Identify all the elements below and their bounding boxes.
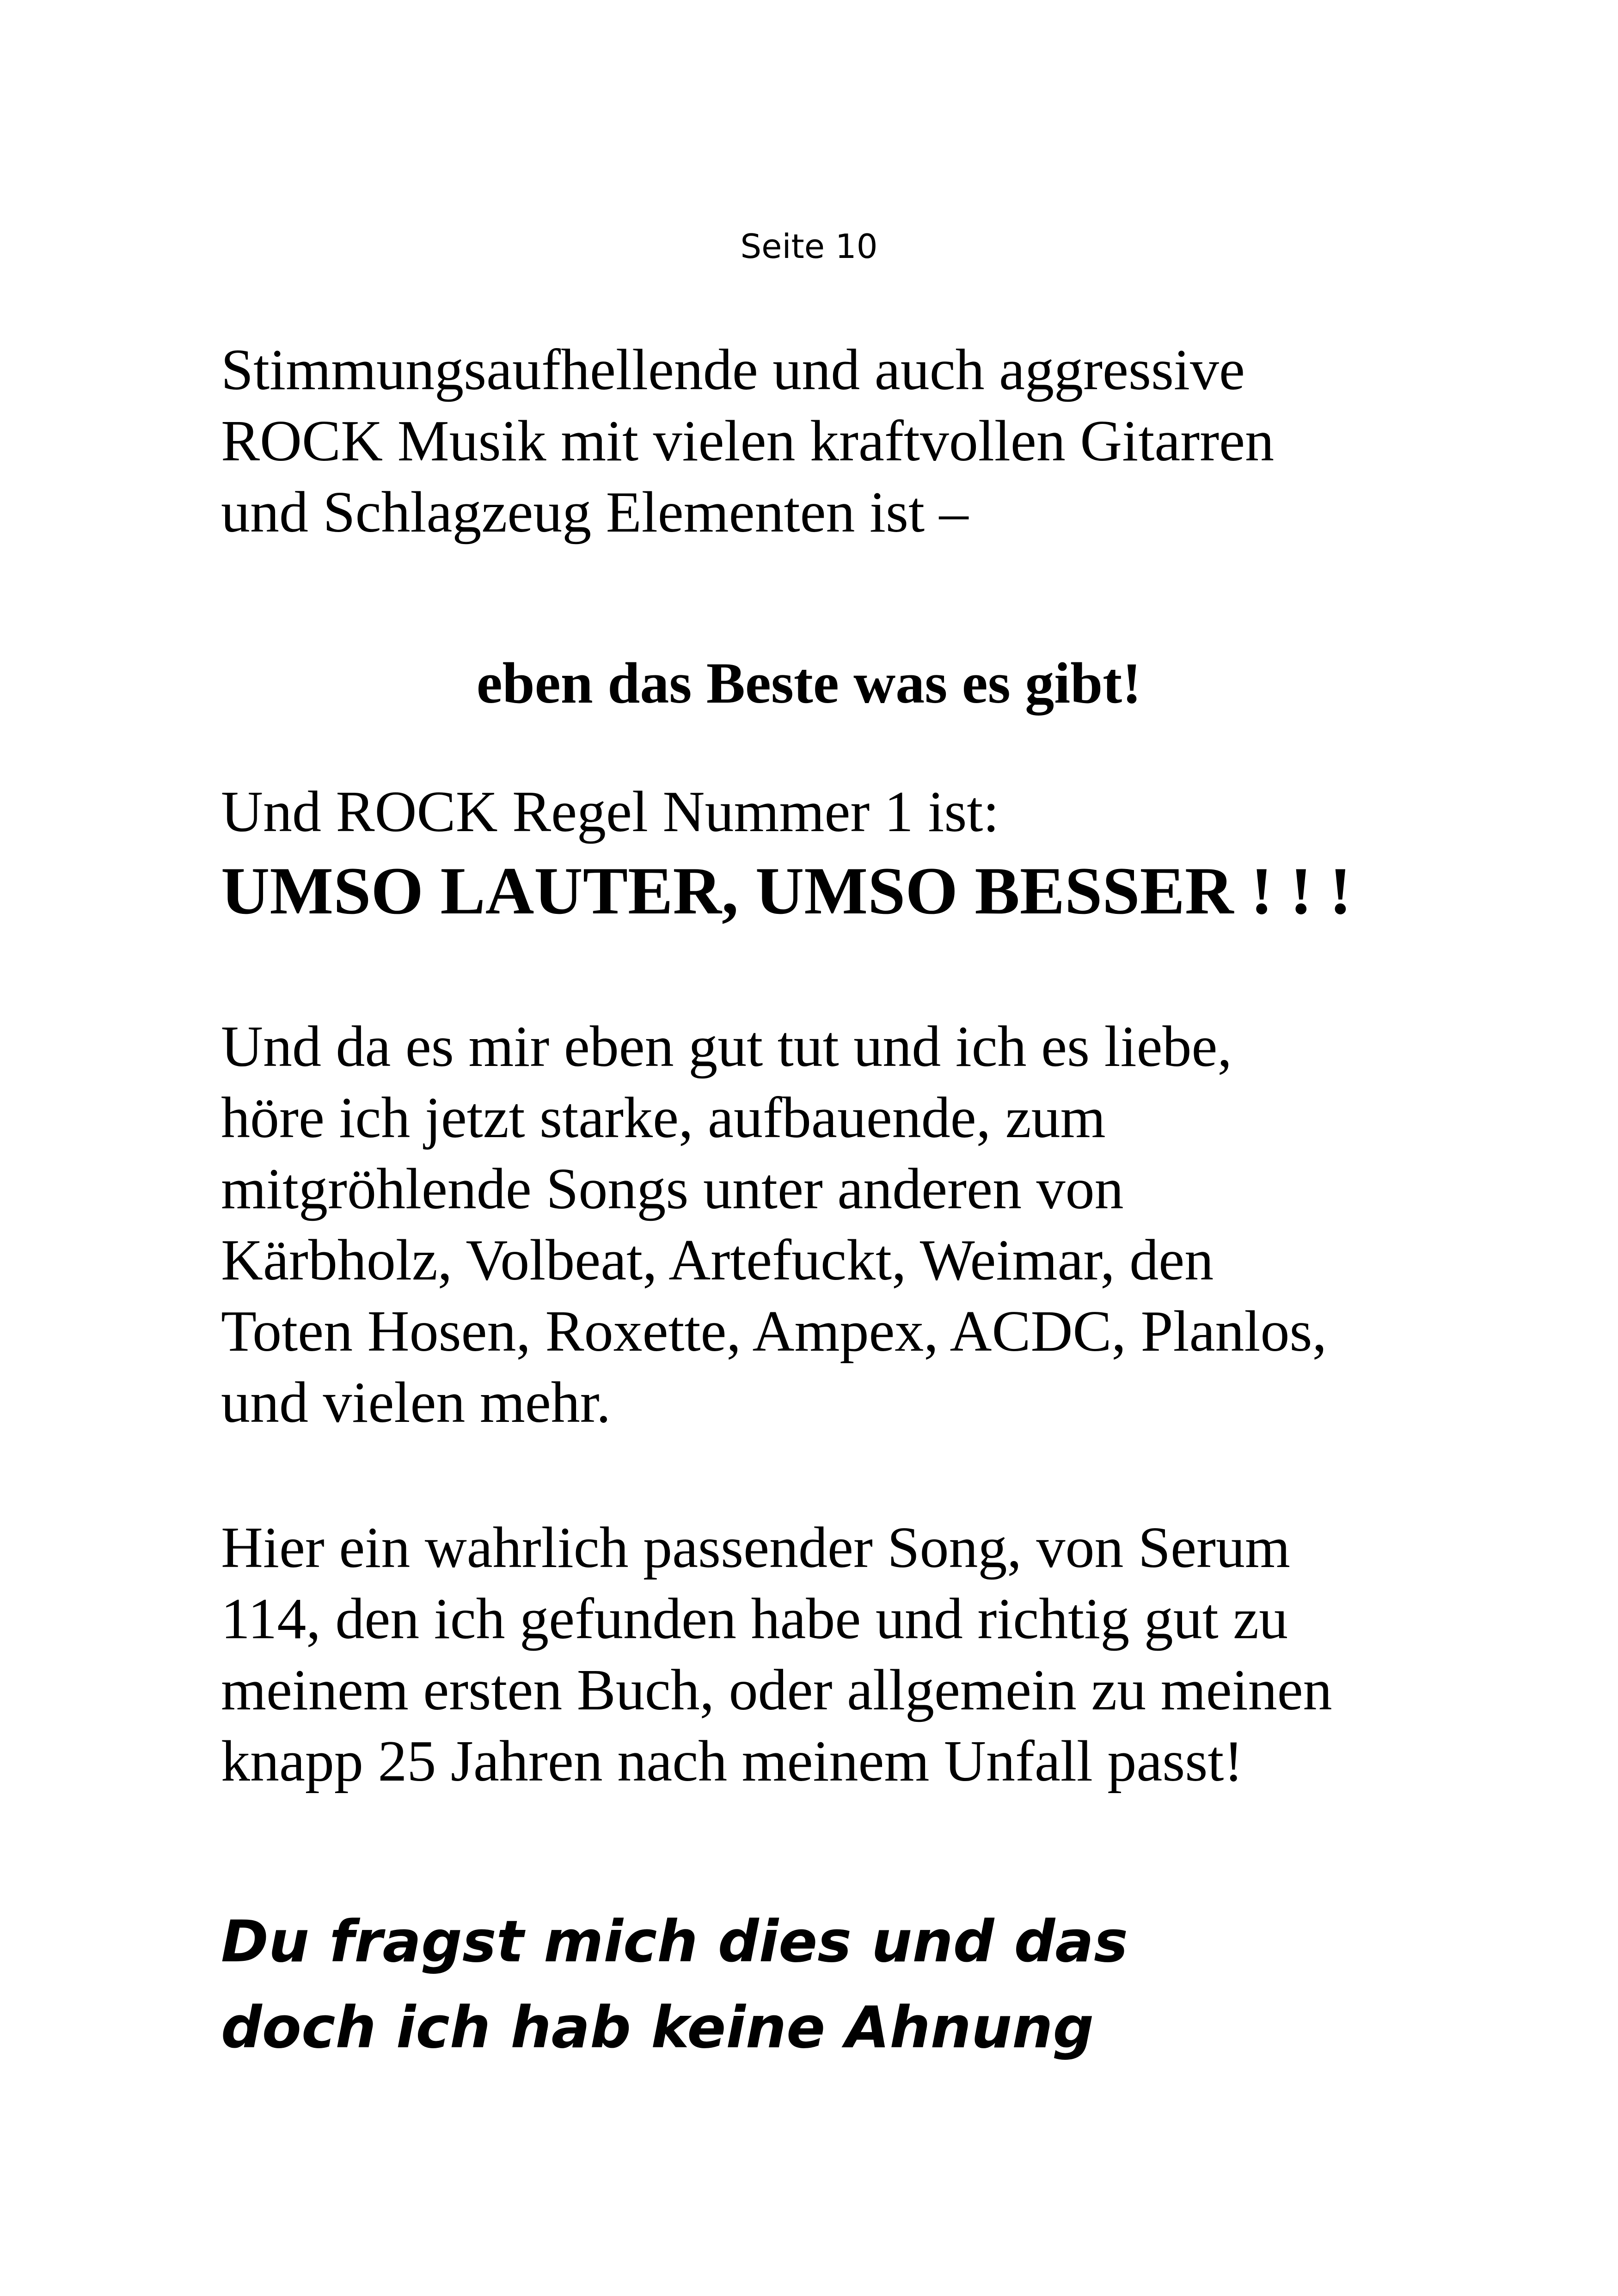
- paragraph-line: mitgröhlende Songs unter anderen von: [221, 1157, 1124, 1221]
- rule-text: UMSO LAUTER, UMSO BESSER ! ! !: [221, 853, 1352, 928]
- lyrics-line: doch ich hab keine Ahnung: [221, 1995, 1094, 2061]
- paragraph-line: Stimmungsaufhellende und auch aggressive: [221, 338, 1245, 402]
- paragraph-line: Toten Hosen, Roxette, Ampex, ACDC, Planlos,: [221, 1299, 1327, 1364]
- song-lyrics: [221, 1899, 1128, 2071]
- paragraph-line: ROCK Musik mit vielen kraftvollen Gitarren: [221, 409, 1275, 473]
- paragraph-line: knapp 25 Jahren nach meinem Unfall passt!: [221, 1729, 1244, 1794]
- paragraph-line: höre ich jetzt starke, aufbauende, zum: [221, 1086, 1106, 1150]
- paragraph-line: 114, den ich gefunden habe und richtig gut zu: [221, 1587, 1288, 1651]
- paragraph-line: meinem ersten Buch, oder allgemein zu meinen: [221, 1658, 1332, 1722]
- paragraph-song: [221, 1512, 1469, 1797]
- paragraph-line: Hier ein wahrlich passender Song, von Serum: [221, 1516, 1290, 1580]
- paragraph-line: und Schlagzeug Elementen ist –: [221, 480, 968, 545]
- rule-intro: [221, 777, 1469, 848]
- page-number: Seite 10: [740, 227, 878, 266]
- paragraph-line: und vielen mehr.: [221, 1371, 611, 1435]
- rule-intro-line: Und ROCK Regel Nummer 1 ist:: [221, 780, 999, 844]
- paragraph-line: Kärbholz, Volbeat, Artefuckt, Weimar, den: [221, 1228, 1214, 1292]
- paragraph-line: Und da es mir eben gut tut und ich es liebe,: [221, 1015, 1232, 1079]
- paragraph-bands: [221, 1011, 1469, 1439]
- lyrics-line: Du fragst mich dies und das: [221, 1909, 1128, 1975]
- paragraph-intro: [221, 335, 1469, 548]
- highlight-statement: eben das Beste was es gibt!: [476, 651, 1142, 716]
